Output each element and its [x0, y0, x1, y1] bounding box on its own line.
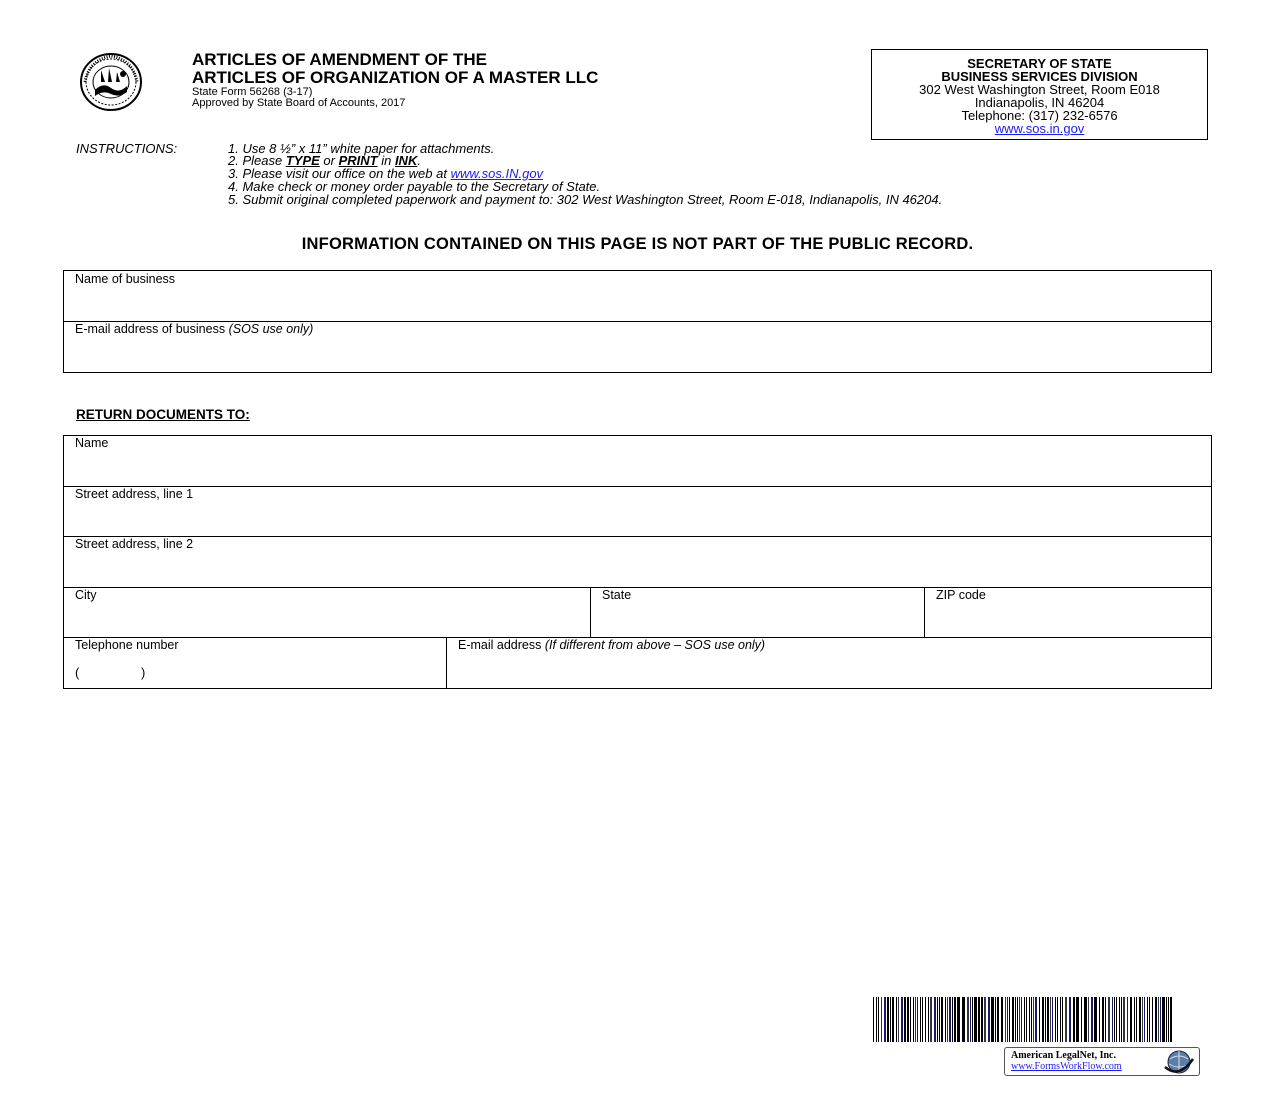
- barcode-bar: [873, 997, 874, 1042]
- business-email-note: (SOS use only): [228, 322, 314, 336]
- barcode-bar: [1119, 997, 1120, 1042]
- barcode-bar: [1009, 997, 1010, 1042]
- business-email-cell: [64, 322, 1211, 372]
- barcode-bar: [1039, 997, 1040, 1042]
- return-name-input[interactable]: [75, 455, 1199, 481]
- barcode-bar: [1069, 997, 1071, 1042]
- barcode-bar: [876, 997, 877, 1042]
- instruction-type-emphasis: TYPE: [285, 153, 320, 168]
- barcode-bar: [1116, 997, 1117, 1042]
- barcode-bar: [1152, 997, 1153, 1042]
- barcode-bar: [981, 997, 983, 1042]
- barcode-bar: [988, 997, 990, 1042]
- zip-code-label: ZIP code: [936, 588, 986, 602]
- barcode-bar: [1155, 997, 1157, 1042]
- street-line-1-input[interactable]: [75, 506, 1199, 532]
- barcode-bar: [952, 997, 953, 1042]
- business-email-label-text: E-mail address of business: [75, 322, 226, 336]
- barcode-bar: [1021, 997, 1022, 1042]
- barcode-bar: [917, 997, 918, 1042]
- barcode-bar: [1005, 997, 1006, 1042]
- instruction-item-5: 5. Submit original completed paperwork and payment to: 302 West Washington Street, Room E-018, Indianapolis, IN 46204.: [228, 192, 943, 207]
- return-documents-heading: RETURN DOCUMENTS TO:: [76, 407, 250, 422]
- city-label: City: [75, 588, 97, 602]
- barcode-bar: [1035, 997, 1037, 1042]
- barcode-bar: [1127, 997, 1128, 1042]
- barcode-bar: [941, 997, 943, 1042]
- approval-note: Approved by State Board of Accounts, 2017: [192, 97, 406, 109]
- barcode-bar: [949, 997, 951, 1042]
- barcode-bar: [1060, 997, 1061, 1042]
- barcode-bar: [907, 997, 909, 1042]
- street-line-2-label: Street address, line 2: [75, 537, 194, 551]
- barcode-bar: [1045, 997, 1046, 1042]
- area-code-close-paren: ): [141, 665, 146, 680]
- area-code-open-paren: (: [75, 665, 80, 680]
- barcode-bar: [1142, 997, 1143, 1042]
- secretary-of-state-address-box: [871, 49, 1208, 140]
- barcode-bar: [1062, 997, 1063, 1042]
- barcode-bar: [1026, 997, 1027, 1042]
- barcode-bar: [934, 997, 936, 1042]
- business-email-label: [75, 322, 313, 336]
- barcode-bar: [970, 997, 971, 1042]
- instruction-2-in: in: [377, 153, 395, 168]
- city-input[interactable]: [75, 607, 579, 633]
- state-input[interactable]: [602, 607, 916, 633]
- barcode-bar: [1065, 997, 1067, 1042]
- state-label: State: [602, 588, 632, 602]
- barcode-bar: [1073, 997, 1075, 1042]
- barcode-bar: [945, 997, 946, 1042]
- business-email-input[interactable]: [75, 341, 1199, 367]
- instruction-ink-emphasis: INK: [394, 153, 418, 168]
- zip-code-cell: [925, 588, 1211, 638]
- barcode-bar: [937, 997, 938, 1042]
- instruction-3-text: 3. Please visit our office on the web at: [228, 166, 451, 181]
- forms-workflow-link[interactable]: www.FormsWorkFlow.com: [1011, 1061, 1122, 1072]
- barcode-bar: [930, 997, 932, 1042]
- barcode-bar: [972, 997, 973, 1042]
- barcode-bar: [915, 997, 916, 1042]
- barcode-bar: [913, 997, 914, 1042]
- sos-street-address: 302 West Washington Street, Room E018: [919, 82, 1160, 97]
- state-seal-logo: [79, 52, 143, 112]
- barcode-bar: [1149, 997, 1150, 1042]
- barcode-bar: [1094, 997, 1097, 1042]
- state-cell: [591, 588, 925, 638]
- instruction-2-end: .: [417, 153, 421, 168]
- public-record-notice: INFORMATION CONTAINED ON THIS PAGE IS NOT PART OF THE PUBLIC RECORD.: [301, 235, 974, 253]
- barcode-bar: [928, 997, 929, 1042]
- instruction-item-4: 4. Make check or money order payable to the Secretary of State.: [228, 179, 601, 194]
- barcode-bar: [939, 997, 940, 1042]
- barcode-bar: [1076, 997, 1079, 1042]
- instruction-2-or: or: [319, 153, 339, 168]
- barcode-bar: [1130, 997, 1132, 1042]
- form-number: State Form 56268 (3-17): [192, 86, 313, 98]
- barcode-bar: [1007, 997, 1008, 1042]
- american-legalnet-badge: [1004, 1047, 1200, 1076]
- return-email-note: (If different from above – SOS use only): [544, 638, 766, 652]
- return-documents-table: [63, 435, 1212, 689]
- barcode-bar: [881, 997, 882, 1042]
- barcode-bar: [890, 997, 891, 1042]
- street-line-1-cell: [64, 487, 1211, 537]
- barcode-bar: [1001, 997, 1003, 1042]
- barcode-bar: [1139, 997, 1141, 1042]
- barcode-bar: [1136, 997, 1137, 1042]
- barcode-bar: [1160, 997, 1161, 1042]
- telephone-cell: [64, 638, 447, 688]
- return-email-input[interactable]: [458, 657, 1202, 683]
- sos-telephone: Telephone: (317) 232-6576: [961, 108, 1118, 123]
- legalnet-globe-icon: [1162, 1049, 1196, 1075]
- barcode-bar: [967, 997, 969, 1042]
- barcode-bar: [1042, 997, 1044, 1042]
- barcode-bar: [1123, 997, 1125, 1042]
- barcode-bar: [920, 997, 921, 1042]
- barcode-bar: [1047, 997, 1049, 1042]
- barcode-bar: [984, 997, 986, 1042]
- street-line-1-label: Street address, line 1: [75, 487, 194, 501]
- barcode-bar: [1170, 997, 1172, 1042]
- barcode-bar: [1050, 997, 1051, 1042]
- telephone-input[interactable]: [84, 663, 438, 685]
- instructions-label: INSTRUCTIONS:: [76, 141, 178, 156]
- barcode-bar: [925, 997, 926, 1042]
- return-email-cell: [447, 638, 1211, 688]
- barcode-bar: [1099, 997, 1100, 1042]
- barcode-bar: [1108, 997, 1110, 1042]
- barcode-bar: [892, 997, 894, 1042]
- instruction-item-1: 1. Use 8 ½” x 11” white paper for attachments.: [228, 141, 495, 156]
- sos-website-link[interactable]: www.sos.in.gov: [994, 121, 1085, 136]
- barcode-bar: [1102, 997, 1104, 1042]
- street-line-2-cell: [64, 537, 1211, 588]
- business-name-label: Name of business: [75, 272, 176, 286]
- instruction-2-text: 2. Please: [228, 153, 286, 168]
- barcode: [873, 997, 1175, 1042]
- business-name-cell: [64, 271, 1211, 322]
- barcode-bar: [884, 997, 886, 1042]
- barcode-bar: [896, 997, 897, 1042]
- barcode-bar: [1015, 997, 1016, 1042]
- barcode-bar: [978, 997, 980, 1042]
- return-name-label: Name: [75, 436, 109, 450]
- barcode-bar: [1112, 997, 1113, 1042]
- barcode-bar: [957, 997, 960, 1042]
- telephone-label: Telephone number: [75, 638, 179, 652]
- barcode-bar: [910, 997, 911, 1042]
- business-info-table: [63, 270, 1212, 373]
- barcode-bar: [997, 997, 999, 1042]
- legalnet-company-name: American LegalNet, Inc.: [1011, 1050, 1116, 1061]
- barcode-bar: [1019, 997, 1020, 1042]
- barcode-bar: [974, 997, 977, 1042]
- sos-city-state-zip: Indianapolis, IN 46204: [974, 95, 1105, 110]
- return-email-label-text: E-mail address: [458, 638, 542, 652]
- barcode-bar: [1162, 997, 1165, 1042]
- barcode-bar: [1031, 997, 1032, 1042]
- barcode-bar: [962, 997, 965, 1042]
- barcode-bar: [1134, 997, 1135, 1042]
- barcode-bar: [1105, 997, 1106, 1042]
- instruction-print-emphasis: PRINT: [338, 153, 378, 168]
- form-title-line-2: ARTICLES OF ORGANIZATION OF A MASTER LLC: [192, 68, 599, 87]
- barcode-bar: [1088, 997, 1089, 1042]
- barcode-bar: [878, 997, 879, 1042]
- barcode-bar: [901, 997, 903, 1042]
- city-cell: [64, 588, 591, 638]
- barcode-bar: [1057, 997, 1058, 1042]
- barcode-bar: [1114, 997, 1115, 1042]
- barcode-bar: [1081, 997, 1082, 1042]
- barcode-bar: [898, 997, 899, 1042]
- barcode-bar: [1012, 997, 1014, 1042]
- return-email-label: [458, 638, 765, 652]
- return-name-cell: [64, 436, 1211, 487]
- barcode-bar: [1166, 997, 1167, 1042]
- barcode-bar: [1029, 997, 1030, 1042]
- barcode-bar: [995, 997, 996, 1042]
- sos-division-name: BUSINESS SERVICES DIVISION: [941, 69, 1138, 84]
- barcode-bar: [1084, 997, 1087, 1042]
- barcode-bar: [922, 997, 923, 1042]
- sos-office-name: SECRETARY OF STATE: [967, 56, 1112, 71]
- barcode-bar: [1055, 997, 1056, 1042]
- form-title-line-1: ARTICLES OF AMENDMENT OF THE: [192, 50, 487, 69]
- barcode-bar: [1052, 997, 1053, 1042]
- instruction-website-link[interactable]: www.sos.IN.gov: [450, 166, 544, 181]
- barcode-bar: [991, 997, 994, 1042]
- barcode-bar: [1024, 997, 1025, 1042]
- barcode-bar: [947, 997, 948, 1042]
- barcode-bar: [1091, 997, 1093, 1042]
- business-name-input[interactable]: [75, 291, 1199, 317]
- barcode-bar: [1147, 997, 1148, 1042]
- barcode-bar: [1017, 997, 1018, 1042]
- barcode-bar: [1121, 997, 1122, 1042]
- barcode-bar: [1144, 997, 1145, 1042]
- barcode-bar: [954, 997, 956, 1042]
- barcode-bar: [1158, 997, 1159, 1042]
- barcode-bar: [887, 997, 889, 1042]
- street-line-2-input[interactable]: [75, 556, 1199, 582]
- barcode-bar: [1033, 997, 1034, 1042]
- barcode-bar: [1168, 997, 1169, 1042]
- zip-code-input[interactable]: [936, 607, 1200, 633]
- barcode-bar: [904, 997, 906, 1042]
